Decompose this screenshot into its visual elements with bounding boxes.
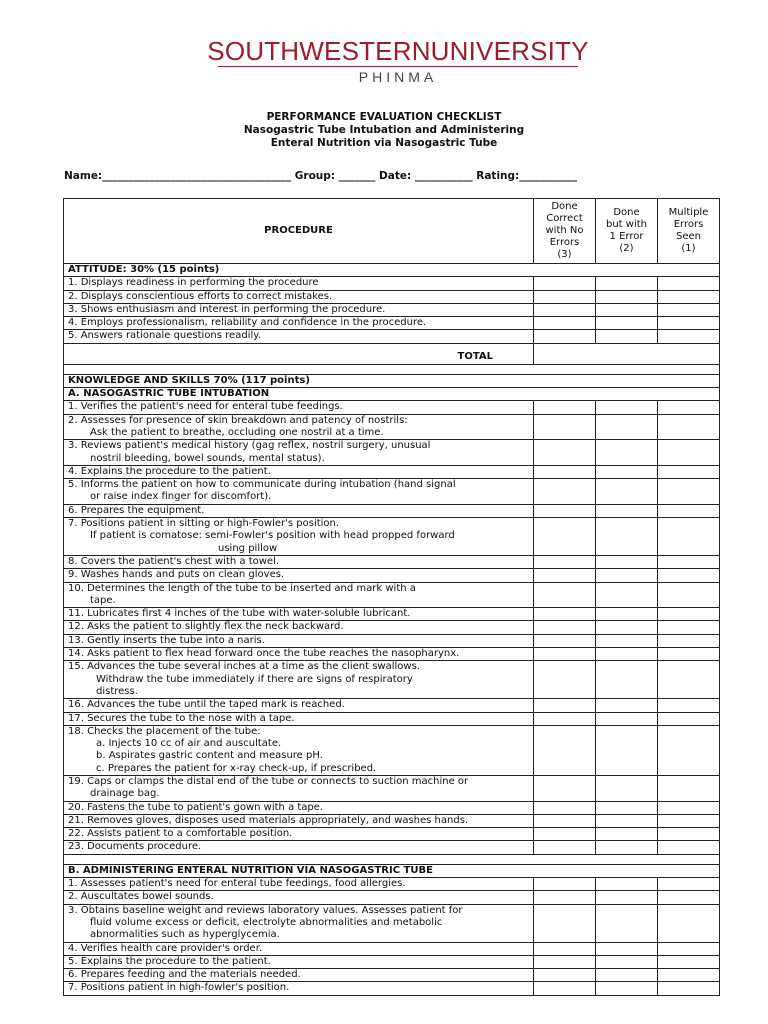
- checklist-item: [64, 608, 534, 621]
- score-cell-multiple-errors[interactable]: [658, 414, 720, 440]
- checklist-item-row: [64, 634, 720, 647]
- score-cell-one-error[interactable]: [596, 465, 658, 478]
- checklist-item: [64, 775, 534, 801]
- checklist-item-row: [64, 303, 720, 316]
- item-text: 5. Informs the patient on how to communicate during intubation (hand signal: [68, 479, 456, 491]
- checklist-item: [64, 982, 534, 995]
- score-cell-one-error[interactable]: [596, 775, 658, 801]
- score-cell-multiple-errors[interactable]: [658, 330, 720, 343]
- checklist-item-row: [64, 582, 720, 608]
- score-cell-correct[interactable]: [534, 634, 596, 647]
- score-cell-multiple-errors[interactable]: [658, 504, 720, 517]
- score-cell-one-error[interactable]: [596, 801, 658, 814]
- score-cell-multiple-errors[interactable]: [658, 440, 720, 466]
- header-text: (1): [681, 243, 696, 254]
- score-cell-correct[interactable]: [534, 814, 596, 827]
- score-cell-one-error[interactable]: [596, 661, 658, 699]
- item-text: 15. Advances the tube several inches at a time as the client swallows.: [68, 661, 420, 673]
- score-cell-correct[interactable]: [534, 504, 596, 517]
- checklist-item: [64, 479, 534, 505]
- score-cell-multiple-errors[interactable]: [658, 479, 720, 505]
- item-text: 2. Auscultates bowel sounds.: [68, 891, 214, 903]
- checklist-item: [64, 712, 534, 725]
- score-cell-correct[interactable]: [534, 982, 596, 995]
- checklist-item-row: [64, 725, 720, 775]
- checklist-item-row: [64, 841, 720, 854]
- score-cell-one-error[interactable]: [596, 982, 658, 995]
- logo-rule: [218, 66, 578, 67]
- attitude-section-header-label: ATTITUDE: 30% (15 points): [64, 264, 720, 277]
- score-cell-correct[interactable]: [534, 290, 596, 303]
- checklist-item-row: [64, 290, 720, 303]
- checklist-item-row: [64, 608, 720, 621]
- checklist-item: [64, 955, 534, 968]
- score-cell-correct[interactable]: [534, 414, 596, 440]
- score-cell-correct[interactable]: [534, 303, 596, 316]
- checklist-item: [64, 648, 534, 661]
- score-cell-one-error[interactable]: [596, 277, 658, 290]
- checklist-item-row: [64, 712, 720, 725]
- score-cell-multiple-errors[interactable]: [658, 814, 720, 827]
- title-line-1: PERFORMANCE EVALUATION CHECKLIST: [266, 111, 502, 123]
- score-cell-one-error[interactable]: [596, 712, 658, 725]
- score-cell-multiple-errors[interactable]: [658, 969, 720, 982]
- score-cell-correct[interactable]: [534, 569, 596, 582]
- score-cell-multiple-errors[interactable]: [658, 608, 720, 621]
- item-subtext: Withdraw the tube immediately if there are signs of respiratory: [96, 673, 413, 685]
- score-cell-correct[interactable]: [534, 699, 596, 712]
- checklist-item: [64, 555, 534, 568]
- score-cell-one-error[interactable]: [596, 621, 658, 634]
- attitude-section-header: [64, 264, 720, 277]
- score-cell-multiple-errors[interactable]: [658, 465, 720, 478]
- item-subtext: abnormalities such as hyperglycemia.: [90, 929, 280, 941]
- checklist-item: [64, 634, 534, 647]
- checklist-item: 2. Displays conscientious efforts to correct mistakes.: [64, 290, 534, 303]
- item-text: 21. Removes gloves, disposes used materials appropriately, and washes hands.: [68, 814, 469, 826]
- item-text: 5. Explains the procedure to the patient.: [68, 955, 271, 967]
- item-text: 1. Verifies the patient's need for enteral tube feedings.: [68, 401, 343, 413]
- score-cell-one-error[interactable]: [596, 699, 658, 712]
- checklist-item-row: [64, 330, 720, 343]
- item-text: 22. Assists patient to a comfortable position.: [68, 828, 293, 840]
- checklist-item-row: [64, 661, 720, 699]
- item-text: 10. Determines the length of the tube to be inserted and mark with a: [68, 582, 416, 594]
- logo-subtitle: PHINMA: [358, 69, 438, 85]
- score-cell-one-error[interactable]: [596, 401, 658, 414]
- score-cell-one-error[interactable]: [596, 942, 658, 955]
- total-label: TOTAL: [64, 343, 534, 364]
- header-text: Correct: [546, 213, 583, 224]
- checklist-item: [64, 401, 534, 414]
- checklist-item-row: [64, 518, 720, 556]
- score-cell-one-error[interactable]: [596, 479, 658, 505]
- checklist-item: [64, 814, 534, 827]
- item-text: 9. Washes hands and puts on clean gloves.: [68, 569, 285, 581]
- section-a-header-label: A. NASOGASTRIC TUBE INTUBATION: [64, 388, 720, 401]
- item-subtext: or raise index finger for discomfort).: [90, 491, 272, 503]
- score-cell-multiple-errors[interactable]: [658, 942, 720, 955]
- score-cell-correct[interactable]: [534, 828, 596, 841]
- checklist-item-row: [64, 969, 720, 982]
- score-cell-correct[interactable]: [534, 621, 596, 634]
- item-text: 1. Assesses patient's need for enteral tube feedings, food allergies.: [68, 878, 406, 890]
- item-text: 19. Caps or clamps the distal end of the tube or connects to suction machine or: [68, 775, 469, 787]
- header-text: 1 Error: [609, 231, 644, 242]
- spacer-row: [64, 364, 720, 374]
- checklist-item: [64, 699, 534, 712]
- score-cell-one-error[interactable]: [596, 814, 658, 827]
- item-subtext: a. Injects 10 cc of air and auscultate.: [96, 738, 282, 750]
- score-cell-correct[interactable]: [534, 712, 596, 725]
- score-cell-one-error[interactable]: [596, 555, 658, 568]
- checklist-item: 1. Displays readiness in performing the procedure: [64, 277, 534, 290]
- checklist-item-row: [64, 814, 720, 827]
- score-cell-one-error[interactable]: [596, 608, 658, 621]
- checklist-item: [64, 661, 534, 699]
- score-cell-correct[interactable]: [534, 518, 596, 556]
- score-cell-multiple-errors[interactable]: [658, 277, 720, 290]
- header-text: Errors: [673, 219, 704, 230]
- checklist-item: [64, 414, 534, 440]
- item-subtext: c. Prepares the patient for x-ray check-up, if prescribed.: [96, 762, 377, 774]
- score-cell-correct[interactable]: [534, 878, 596, 891]
- score-cell-multiple-errors[interactable]: [658, 582, 720, 608]
- score-cell-one-error[interactable]: [596, 891, 658, 904]
- score-cell-one-error[interactable]: [596, 725, 658, 775]
- score-cell-multiple-errors[interactable]: [658, 801, 720, 814]
- score-cell-one-error[interactable]: [596, 440, 658, 466]
- score-cell-multiple-errors[interactable]: [658, 712, 720, 725]
- score-cell-multiple-errors[interactable]: [658, 317, 720, 330]
- header-one-error: [596, 199, 658, 264]
- score-cell-one-error[interactable]: [596, 518, 658, 556]
- item-text: 17. Secures the tube to the nose with a tape.: [68, 712, 295, 724]
- checklist-item-row: [64, 465, 720, 478]
- score-cell-multiple-errors[interactable]: [658, 621, 720, 634]
- header-text: (3): [557, 249, 572, 260]
- header-text: Errors: [549, 237, 580, 248]
- document-title: [0, 111, 768, 150]
- score-cell-multiple-errors[interactable]: [658, 878, 720, 891]
- score-cell-correct[interactable]: [534, 955, 596, 968]
- spacer-row: [64, 854, 720, 864]
- item-text: 12. Asks the patient to slightly flex the neck backward.: [68, 621, 344, 633]
- knowledge-section-header: [64, 374, 720, 387]
- score-cell-one-error[interactable]: [596, 634, 658, 647]
- score-cell-multiple-errors[interactable]: [658, 982, 720, 995]
- checklist-item-row: [64, 479, 720, 505]
- score-cell-multiple-errors[interactable]: [658, 699, 720, 712]
- spacer-cell: [64, 364, 720, 374]
- score-cell-multiple-errors[interactable]: [658, 290, 720, 303]
- score-cell-correct[interactable]: [534, 648, 596, 661]
- checklist-item: [64, 891, 534, 904]
- checklist-item: [64, 518, 534, 556]
- score-cell-correct[interactable]: [534, 891, 596, 904]
- item-text: 6. Prepares feeding and the materials needed.: [68, 969, 301, 981]
- item-text: 16. Advances the tube until the taped mark is reached.: [68, 699, 345, 711]
- score-cell-one-error[interactable]: [596, 904, 658, 942]
- item-subtext: b. Aspirates gastric content and measure pH.: [96, 750, 323, 762]
- checklist-item-row: [64, 775, 720, 801]
- checklist-item-row: [64, 982, 720, 995]
- item-text: 14. Asks patient to flex head forward once the tube reaches the nasopharynx.: [68, 648, 460, 660]
- score-cell-one-error[interactable]: [596, 955, 658, 968]
- checklist-item-row: [64, 828, 720, 841]
- item-text: 23. Documents procedure.: [68, 841, 202, 853]
- score-cell-multiple-errors[interactable]: [658, 904, 720, 942]
- score-cell-one-error[interactable]: [596, 303, 658, 316]
- checklist-item: [64, 725, 534, 775]
- total-score-cell[interactable]: [534, 343, 720, 364]
- checklist-item: [64, 582, 534, 608]
- checklist-item: [64, 828, 534, 841]
- header-done-correct: [534, 199, 596, 264]
- checklist-item: [64, 904, 534, 942]
- item-subtext: nostril bleeding, bowel sounds, mental status).: [90, 452, 325, 464]
- university-logo: [198, 36, 598, 84]
- checklist-item: [64, 621, 534, 634]
- header-multiple-errors: [658, 199, 720, 264]
- score-cell-correct[interactable]: [534, 904, 596, 942]
- item-text: 3. Reviews patient's medical history (gag reflex, nostril surgery, unusual: [68, 440, 431, 452]
- score-cell-one-error[interactable]: [596, 841, 658, 854]
- score-cell-multiple-errors[interactable]: [658, 634, 720, 647]
- score-cell-one-error[interactable]: [596, 878, 658, 891]
- checklist-item-row: [64, 955, 720, 968]
- checklist-item-row: [64, 440, 720, 466]
- score-cell-correct[interactable]: [534, 465, 596, 478]
- checklist-item-row: [64, 648, 720, 661]
- score-cell-one-error[interactable]: [596, 969, 658, 982]
- score-cell-correct[interactable]: [534, 801, 596, 814]
- attitude-total-row: [64, 343, 720, 364]
- item-text: 8. Covers the patient's chest with a towel.: [68, 555, 280, 567]
- score-cell-correct[interactable]: [534, 555, 596, 568]
- spacer-cell: [64, 854, 720, 864]
- logo-university-name: SOUTHWESTERNUNIVERSITY: [207, 36, 589, 66]
- item-subtext: tape.: [90, 594, 116, 606]
- checklist-item-row: [64, 277, 720, 290]
- item-subtext: drainage bag.: [90, 788, 160, 800]
- score-cell-one-error[interactable]: [596, 582, 658, 608]
- score-cell-multiple-errors[interactable]: [658, 569, 720, 582]
- section-a-header: [64, 388, 720, 401]
- item-text: 7. Positions patient in high-fowler's position.: [68, 982, 290, 994]
- checklist-item: [64, 440, 534, 466]
- score-cell-correct[interactable]: [534, 725, 596, 775]
- checklist-item-row: [64, 414, 720, 440]
- checklist-item: [64, 801, 534, 814]
- score-cell-multiple-errors[interactable]: [658, 725, 720, 775]
- name-group-date-rating-line: Name:____________________________________ Group: _______ Date: ___________ Rating:___________: [64, 170, 577, 182]
- checklist-item: 5. Answers rationale questions readily.: [64, 330, 534, 343]
- score-cell-multiple-errors[interactable]: [658, 955, 720, 968]
- score-cell-multiple-errors[interactable]: [658, 891, 720, 904]
- checklist-item-row: [64, 401, 720, 414]
- item-subtext: Ask the patient to breathe, occluding one nostril at a time.: [90, 426, 384, 438]
- checklist-item-row: [64, 891, 720, 904]
- checklist-item-row: [64, 878, 720, 891]
- checklist-item-row: [64, 317, 720, 330]
- item-subtext: If patient is comatose: semi-Fowler's position with head propped forward: [90, 530, 455, 542]
- header-text: Seen: [676, 231, 701, 242]
- checklist-item: [64, 942, 534, 955]
- score-cell-one-error[interactable]: [596, 569, 658, 582]
- checklist-item-row: [64, 801, 720, 814]
- score-cell-multiple-errors[interactable]: [658, 775, 720, 801]
- score-cell-multiple-errors[interactable]: [658, 648, 720, 661]
- score-cell-multiple-errors[interactable]: [658, 841, 720, 854]
- score-cell-correct[interactable]: [534, 277, 596, 290]
- score-cell-correct[interactable]: [534, 317, 596, 330]
- item-subtext: fluid volume excess or deficit, electrolyte abnormalities and metabolic: [90, 916, 443, 928]
- checklist-item: [64, 504, 534, 517]
- item-text: 4. Explains the procedure to the patient.: [68, 465, 271, 477]
- title-line-2: Nasogastric Tube Intubation and Administering: [243, 124, 525, 136]
- checklist-item: [64, 969, 534, 982]
- checklist-item-row: [64, 942, 720, 955]
- table-header-row: [64, 199, 720, 264]
- score-cell-one-error[interactable]: [596, 290, 658, 303]
- checklist-item: 3. Shows enthusiasm and interest in performing the procedure.: [64, 303, 534, 316]
- item-text: 3. Obtains baseline weight and reviews laboratory values. Assesses patient for: [68, 904, 463, 916]
- score-cell-correct[interactable]: [534, 942, 596, 955]
- checklist-item-row: [64, 569, 720, 582]
- score-cell-multiple-errors[interactable]: [658, 303, 720, 316]
- checklist-item-row: [64, 504, 720, 517]
- score-cell-correct[interactable]: [534, 330, 596, 343]
- score-cell-multiple-errors[interactable]: [658, 518, 720, 556]
- score-cell-multiple-errors[interactable]: [658, 401, 720, 414]
- checklist-item: [64, 569, 534, 582]
- item-text: 2. Assesses for presence of skin breakdown and patency of nostrils:: [68, 414, 408, 426]
- score-cell-one-error[interactable]: [596, 330, 658, 343]
- score-cell-correct[interactable]: [534, 582, 596, 608]
- header-text: Done: [551, 201, 578, 212]
- score-cell-correct[interactable]: [534, 661, 596, 699]
- procedure-header: PROCEDURE: [64, 199, 534, 264]
- header-text: Multiple: [668, 207, 709, 218]
- checklist-item: 4. Employs professionalism, reliability and confidence in the procedure.: [64, 317, 534, 330]
- score-cell-one-error[interactable]: [596, 828, 658, 841]
- score-cell-one-error[interactable]: [596, 414, 658, 440]
- checklist-item: [64, 878, 534, 891]
- knowledge-section-header-label: KNOWLEDGE AND SKILLS 70% (117 points): [64, 374, 720, 387]
- item-text: 20. Fastens the tube to patient's gown with a tape.: [68, 801, 324, 813]
- checklist-item: [64, 465, 534, 478]
- checklist-item-row: [64, 621, 720, 634]
- score-cell-one-error[interactable]: [596, 317, 658, 330]
- item-text: 13. Gently inserts the tube into a naris.: [68, 634, 265, 646]
- checklist-item-row: [64, 555, 720, 568]
- score-cell-correct[interactable]: [534, 440, 596, 466]
- checklist-table: [63, 198, 720, 996]
- header-text: but with: [605, 219, 647, 230]
- item-text: 6. Prepares the equipment.: [68, 504, 205, 516]
- score-cell-correct[interactable]: [534, 608, 596, 621]
- item-text: 4. Verifies health care provider's order.: [68, 942, 263, 954]
- checklist-item: [64, 841, 534, 854]
- section-b-header: [64, 864, 720, 877]
- score-cell-multiple-errors[interactable]: [658, 661, 720, 699]
- score-cell-multiple-errors[interactable]: [658, 828, 720, 841]
- header-text: Done: [613, 207, 640, 218]
- section-b-header-label: B. ADMINISTERING ENTERAL NUTRITION VIA NASOGASTRIC TUBE: [64, 864, 720, 877]
- header-text: with No: [545, 225, 584, 236]
- item-subtext: distress.: [96, 685, 138, 697]
- item-text: 11. Lubricates first 4 inches of the tube with water-soluble lubricant.: [68, 608, 411, 620]
- score-cell-one-error[interactable]: [596, 648, 658, 661]
- item-text: 18. Checks the placement of the tube:: [68, 725, 261, 737]
- item-text: 7. Positions patient in sitting or high-Fowler's position.: [68, 518, 340, 530]
- header-text: (2): [619, 243, 634, 254]
- score-cell-correct[interactable]: [534, 969, 596, 982]
- score-cell-multiple-errors[interactable]: [658, 555, 720, 568]
- item-subtext: using pillow: [218, 542, 278, 554]
- title-line-3: Enteral Nutrition via Nasogastric Tube: [270, 137, 498, 149]
- score-cell-correct[interactable]: [534, 841, 596, 854]
- checklist-item-row: [64, 904, 720, 942]
- score-cell-correct[interactable]: [534, 775, 596, 801]
- score-cell-one-error[interactable]: [596, 504, 658, 517]
- score-cell-correct[interactable]: [534, 401, 596, 414]
- score-cell-correct[interactable]: [534, 479, 596, 505]
- checklist-item-row: [64, 699, 720, 712]
